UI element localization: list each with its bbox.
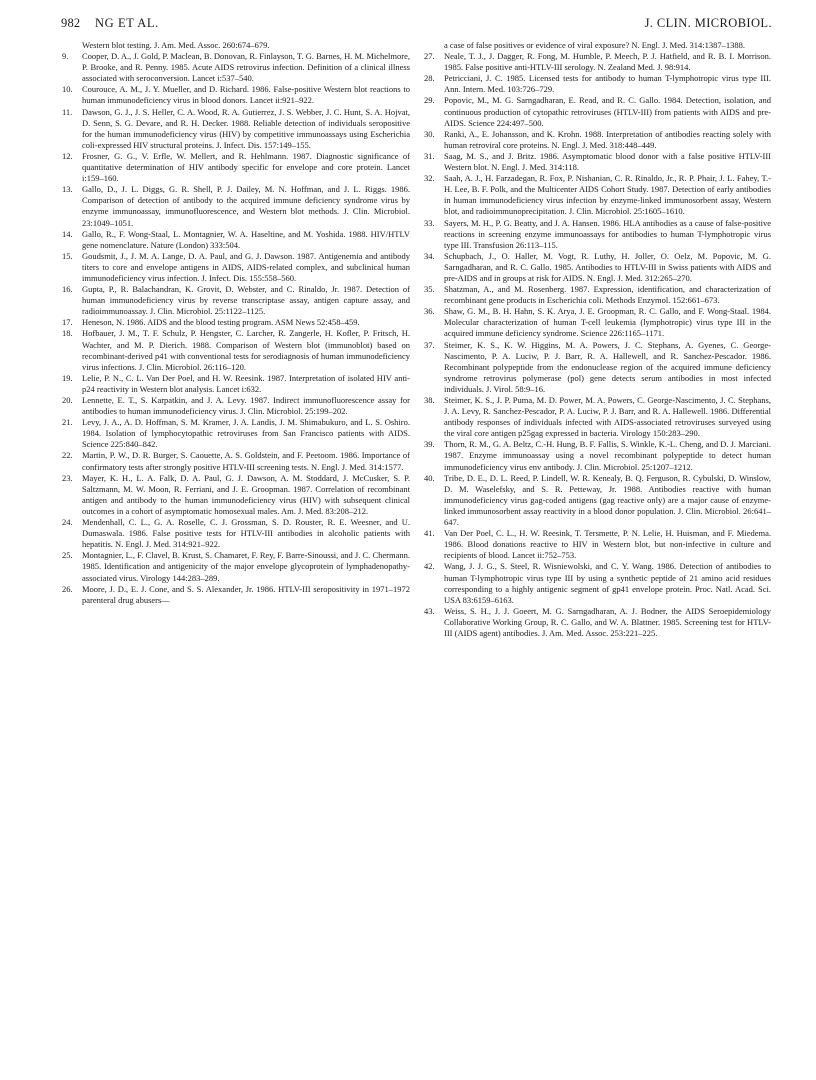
reference-number: 30. [424, 128, 435, 139]
reference-entry [62, 317, 410, 328]
reference-number: 38. [424, 395, 435, 405]
reference-number: 41. [424, 528, 435, 539]
reference-number: 26. [62, 583, 73, 594]
reference-number: 13. [62, 184, 73, 195]
reference-number: 23. [62, 472, 73, 483]
reference-text: Shatzman, A., and M. Rosenberg. 1987. Expression, identification, and characterization of recombinant gene products in Escherichia coli. Methods Enzymol. 152:661–673. [444, 284, 771, 306]
reference-entry [62, 284, 410, 317]
reference-text: Cooper, D. A., J. Gold, P. Maclean, B. Donovan, R. Finlayson, T. G. Barnes, H. M. Michelmore, P. Brooke, and R. Penny. 1985. Acute AIDS retrovirus infection. Definition of a clinical illness associated with seroconversion. Lancet i:537–540. [82, 51, 410, 84]
reference-text: Popovic, M., M. G. Sarngadharan, E. Read, and R. C. Gallo. 1984. Detection, isolation, and continuous production of cytopathic retroviruses (HTLV-III) from patients with AIDS and pre-AIDS. Science 224:497–500. [444, 95, 771, 128]
reference-text: a case of false positives or evidence of viral exposure? N. Engl. J. Med. 314:1387–1388. [444, 40, 745, 50]
running-title: NG ET AL. [95, 16, 159, 30]
reference-number: 31. [424, 150, 435, 161]
reference-entry [424, 73, 771, 95]
reference-entry [424, 151, 771, 173]
reference-number: 15. [62, 250, 73, 261]
reference-entry [62, 107, 410, 151]
reference-entry [424, 51, 771, 73]
reference-number: 37. [424, 339, 435, 350]
reference-text: Neale, T. J., J. Dagger, R. Fong, M. Humble, P. Meech, P. J. Hatfield, and R. B. I. Morrison. 1985. False positive anti-HTLV-III serology. N. Zealand Med. J. 98:914. [444, 51, 771, 73]
reference-entry [424, 173, 771, 217]
reference-text: Moore, J. D., E. J. Cone, and S. S. Alexander, Jr. 1986. HTLV-III seropositivity in 1971–1972 parenteral drug abusers— [82, 583, 410, 605]
reference-text: Dawson, G. J., J. S. Heller, C. A. Wood, R. A. Gutierrez, J. S. Webber, J. C. Hunt, S. A. Hojvat, D. Senn, S. G. Devare, and R. H. Decker. 1988. Reliable detection of individuals seropositive for the human immunodeficiency virus (HIV) by competitive immunoassays using Escherichia coli-expressed HIV structural proteins. J. Infect. Dis. 157:149–155. [82, 106, 410, 150]
reference-number: 21. [62, 417, 73, 428]
reference-text: Gallo, D., J. L. Diggs, G. R. Shell, P. J. Dailey, M. N. Hoffman, and J. L. Riggs. 1986. Comparison of detection of antibody to the acquired immune deficiency syndrome virus by enzyme immunoassay, immunofluorescence, and Western blot methods. J. Clin. Microbiol. 23:1049–1051. [82, 184, 410, 228]
reference-entry [424, 95, 771, 128]
reference-entry [62, 584, 410, 606]
reference-number: 20. [62, 395, 73, 405]
reference-text: Steimer, K. S., J. P. Puma, M. D. Power, M. A. Powers, C. George-Nascimento, J. C. Stephans, J. A. Levy, R. Sanchez-Pescador, P. A. Luciw, P. J. Barr, and R. A. Hallewell. 1986. Differential antibody responses of individuals infected with AIDS-associated retroviruses surveyed using the viral core antigen p25gag expressed in bacteria. Virology 150:283–290. [444, 395, 771, 439]
reference-number: 36. [424, 306, 435, 317]
reference-number: 34. [424, 250, 435, 261]
page-header [61, 16, 772, 32]
reference-entry [424, 129, 771, 151]
reference-entry [62, 473, 410, 517]
reference-entry [62, 184, 410, 228]
reference-text: Steimer, K. S., K. W. Higgins, M. A. Powers, J. C. Stephans, A. Gyenes, C. George-Nascimento, P. A. Luciw, P. J. Barr, R. A. Hallewell, and R. Sanchez-Pescador. 1986. Recombinant polypeptide from the endonuclease region of the acquired immune deficiency syndrome retrovirus polymerase (pol) gene detects serum antibodies in most infected individuals. J. Virol. 58:9–16. [444, 339, 771, 394]
reference-entry [424, 284, 771, 306]
reference-number: 22. [62, 450, 73, 461]
reference-number: 17. [62, 317, 73, 328]
reference-entry [62, 51, 410, 84]
reference-text: Wang, J. J. G., S. Steel, R. Wisniewolski, and C. Y. Wang. 1986. Detection of antibodies to human T-lymphotropic virus type III by using a synthetic peptide of 21 amino acid residues corresponding to a highly antigenic segment of gp41 envelope protein. Proc. Natl. Acad. Sci. USA 83:6159–6163. [444, 561, 771, 605]
reference-entry [62, 517, 410, 550]
reference-entry [424, 561, 771, 605]
reference-entry [424, 473, 771, 528]
reference-entry [62, 395, 410, 417]
reference-text: Martin, P. W., D. R. Burger, S. Caouette, A. S. Goldstein, and F. Peetoom. 1986. Importance of confirmatory tests after strongly positive HTLV-III screening tests. N. Engl. J. Med. 314:1577. [82, 450, 410, 472]
reference-entry [62, 40, 410, 51]
reference-number: 39. [424, 439, 435, 450]
references-left-column [62, 40, 410, 606]
reference-text: Lelie, P. N., C. L. Van Der Poel, and H. W. Reesink. 1987. Interpretation of isolated HIV anti-p24 reactivity in Western blot analysis. Lancet i:632. [82, 372, 410, 394]
reference-number: 33. [424, 217, 435, 228]
reference-text: Montagnier, L., F. Clavel, B. Krust, S. Chamaret, F. Rey, F. Barre-Sinoussi, and J. C. Chermann. 1985. Identification and antigenicity of the major envelope glycoprotein of lymphadenopathy-associated virus. Virology 144:283–289. [82, 550, 410, 583]
reference-number: 32. [424, 173, 435, 184]
reference-text: Gallo, R., F. Wong-Staal, L. Montagnier, W. A. Haseltine, and M. Yoshida. 1988. HIV/HTLV gene nomenclature. Nature (London) 333:504. [82, 228, 410, 250]
reference-number: 10. [62, 84, 73, 95]
reference-text: Weiss, S. H., J. J. Goeert, M. G. Sarngadharan, A. J. Bodner, the AIDS Seroepidemiology Collaborative Working Group, R. C. Gallo, and W. A. Blattner. 1985. Screening test for HTLV-III (AIDS agent) antibodies. J. Am. Med. Assoc. 253:221–225. [444, 605, 771, 638]
reference-entry [424, 251, 771, 284]
reference-entry [62, 151, 410, 184]
reference-text: Thorn, R. M., G. A. Beltz, C.-H. Hung, B. F. Fallis, S. Winkle, K.-L. Cheng, and D. J. Marciani. 1987. Enzyme immunoassay using a novel recombinant polypeptide to detect human immunodeficiency virus env antibody. J. Clin. Microbiol. 25:1207–1212. [444, 439, 771, 472]
reference-number: 24. [62, 517, 73, 528]
reference-entry [424, 395, 771, 439]
reference-text: Heneson, N. 1986. AIDS and the blood testing program. ASM News 52:458–459. [82, 317, 360, 328]
reference-number: 9. [62, 51, 69, 62]
reference-number: 35. [424, 284, 435, 295]
reference-entry [62, 328, 410, 372]
reference-text: Sayers, M. H., P. G. Beatty, and J. A. Hansen. 1986. HLA antibodies as a cause of false-positive reactions in screening enzyme immunoassays for antibodies to human T-lymphotropic virus type III. Transfusion 26:113–115. [444, 217, 771, 250]
reference-text: Tribe, D. E., D. L. Reed, P. Lindell, W. R. Kenealy, B. Q. Ferguson, R. Cybulski, D. Winslow, D. M. Waselefsky, and S. R. Petteway, Jr. 1988. Antibodies reactive with human immunodeficiency virus gag-coded antigens (gag reactive only) are a major cause of enzyme-linked immunosorbent assay reactivity in a blood donor population. J. Clin. Microbiol. 26:641–647. [444, 472, 771, 528]
reference-text: Frosner, G. G., V. Erfle, W. Mellert, and R. Hehlmann. 1987. Diagnostic significance of quantitative determination of HIV antibody specific for envelope and core protein. Lancet i:159–160. [82, 150, 410, 184]
reference-number: 16. [62, 284, 73, 295]
reference-number: 25. [62, 550, 73, 561]
reference-number: 40. [424, 472, 435, 483]
reference-number: 14. [62, 228, 73, 239]
reference-entry [424, 606, 771, 639]
reference-text: Saag, M. S., and J. Britz. 1986. Asymptomatic blood donor with a false positive HTLV-III Western blot. N. Engl. J. Med. 314:118. [444, 150, 771, 173]
reference-number: 42. [424, 561, 435, 572]
references-right-column [424, 40, 771, 639]
reference-text: Shaw, G. M., B. H. Hahn, S. K. Arya, J. E. Groopman, R. C. Gallo, and F. Wong-Staal. 1984. Molecular characterization of human T-cell leukemia (lymphotropic) virus type III in the acquired immune deficiency syndrome. Science 226:1165–1171. [444, 306, 771, 339]
reference-text: Western blot testing. J. Am. Med. Assoc. 260:674–679. [82, 40, 270, 50]
reference-entry [424, 528, 771, 561]
reference-text: Mendenhall, C. L., G. A. Roselle, C. J. Grossman, S. D. Rouster, R. E. Weesner, and U. Dumaswala. 1986. False positive tests for HTLV-III antibodies in alcoholic patients with hepatitis. N. Engl. J. Med. 314:921–922. [82, 517, 410, 550]
reference-entry [62, 84, 410, 106]
reference-number: 43. [424, 605, 435, 616]
reference-entry [424, 439, 771, 472]
page-number: 982 [61, 16, 81, 30]
reference-text: Schupbach, J., O. Haller, M. Vogt, R. Luthy, H. Joller, O. Oelz, M. Popovic, M. G. Sarngadharan, and R. C. Gallo. 1985. Antibodies to HTLV-III in Swiss patients with AIDS and pre-AIDS and in groups at risk for AIDS. N. Engl. J. Med. 312:265–270. [444, 250, 771, 283]
reference-number: 19. [62, 372, 73, 383]
reference-entry [424, 340, 771, 395]
reference-entry [424, 218, 771, 251]
reference-text: Levy, J. A., A. D. Hoffman, S. M. Kramer, J. A. Landis, J. M. Shimabukuro, and L. S. Oshiro. 1984. Isolation of lymphocytopathic retroviruses from San Francisco patients with AIDS. Science 225:840–842. [82, 417, 410, 450]
reference-text: Courouce, A. M., J. Y. Mueller, and D. Richard. 1986. False-positive Western blot reactions to human immunodeficiency virus in blood donors. Lancet ii:921–922. [82, 84, 410, 106]
reference-number: 12. [62, 150, 73, 161]
reference-number: 11. [62, 106, 73, 117]
reference-number: 29. [424, 95, 435, 106]
reference-entry [424, 306, 771, 339]
reference-entry [62, 417, 410, 450]
journal-name: J. CLIN. MICROBIOL. [644, 16, 772, 30]
reference-text: Hofbauer, J. M., T. F. Schulz, P. Hengster, C. Larcher, R. Zangerle, H. Kofler, P. Fritsch, H. Wachter, and M. P. Dierich. 1988. Comparison of Western blot (immunoblot) based on recombinant-derived p41 with conventional tests for serodiagnosis of human immunodeficiency virus infections. J. Clin. Microbiol. 26:116–120. [82, 328, 410, 372]
reference-entry [62, 229, 410, 251]
reference-number: 28. [424, 73, 435, 84]
reference-text: Petricciani, J. C. 1985. Licensed tests for antibody to human T-lymphotropic virus type III. Ann. Intern. Med. 103:726–729. [444, 73, 771, 95]
reference-text: Mayer, K. H., L. A. Falk, D. A. Paul, G. J. Dawson, A. M. Stoddard, J. McCusker, S. P. Saltzmann, M. W. Moon, R. Ferriani, and J. E. Groopman. 1987. Correlation of recombinant antigen and antibody to the human immunodeficiency virus (HIV) with subsequent clinical outcomes in a cohort of asymptomatic homosexual males. Am. J. Med. 83:208–212. [82, 472, 410, 516]
reference-text: Van Der Poel, C. L., H. W. Reesink, T. Tersmette, P. N. Lelie, H. Huisman, and F. Miedema. 1986. Blood donations reactive to HIV in Western blot, but non-infective in culture and recipients of blood. Lancet ii:752–753. [444, 528, 771, 561]
reference-text: Ranki, A., E. Johansson, and K. Krohn. 1988. Interpretation of antibodies reacting solely with human retroviral core proteins. N. Engl. J. Med. 318:448–449. [444, 128, 771, 150]
reference-entry [62, 251, 410, 284]
reference-entry [62, 550, 410, 583]
reference-text: Lennette, E. T., S. Karpatkin, and J. A. Levy. 1987. Indirect immunofluorescence assay for antibodies to human immunodeficiency virus. J. Clin. Microbiol. 25:199–202. [82, 395, 410, 417]
reference-number: 27. [424, 51, 435, 62]
reference-text: Gupta, P., R. Balachandran, K. Grovit, D. Webster, and C. Rinaldo, Jr. 1987. Detection of human immunodeficiency virus by reverse transcriptase assay, antigen capture assay, and radioimmunoassay. J. Clin. Microbiol. 25:1122–1125. [82, 284, 410, 317]
reference-entry [424, 40, 771, 51]
reference-text: Saah, A. J., H. Farzadegan, R. Fox, P. Nishanian, C. R. Rinaldo, Jr., R. P. Phair, J. L. Fahey, T.-H. Lee, B. F. Polk, and the Multicenter AIDS Cohort Study. 1987. Detection of early antibodies in human immunodeficiency virus infection by enzyme-linked immunosorbent assay, Western blot, and radioimmunoprecipitation. J. Clin. Microbiol. 25:1605–1610. [444, 173, 771, 217]
reference-entry [62, 450, 410, 472]
reference-text: Goudsmit, J., J. M. A. Lange, D. A. Paul, and G. J. Dawson. 1987. Antigenemia and antibody titers to core and envelope antigens in AIDS, AIDS-related complex, and subclinical human immunodeficiency virus infection. J. Infect. Dis. 155:558–560. [82, 250, 410, 283]
reference-entry [62, 373, 410, 395]
reference-number: 18. [62, 328, 73, 339]
